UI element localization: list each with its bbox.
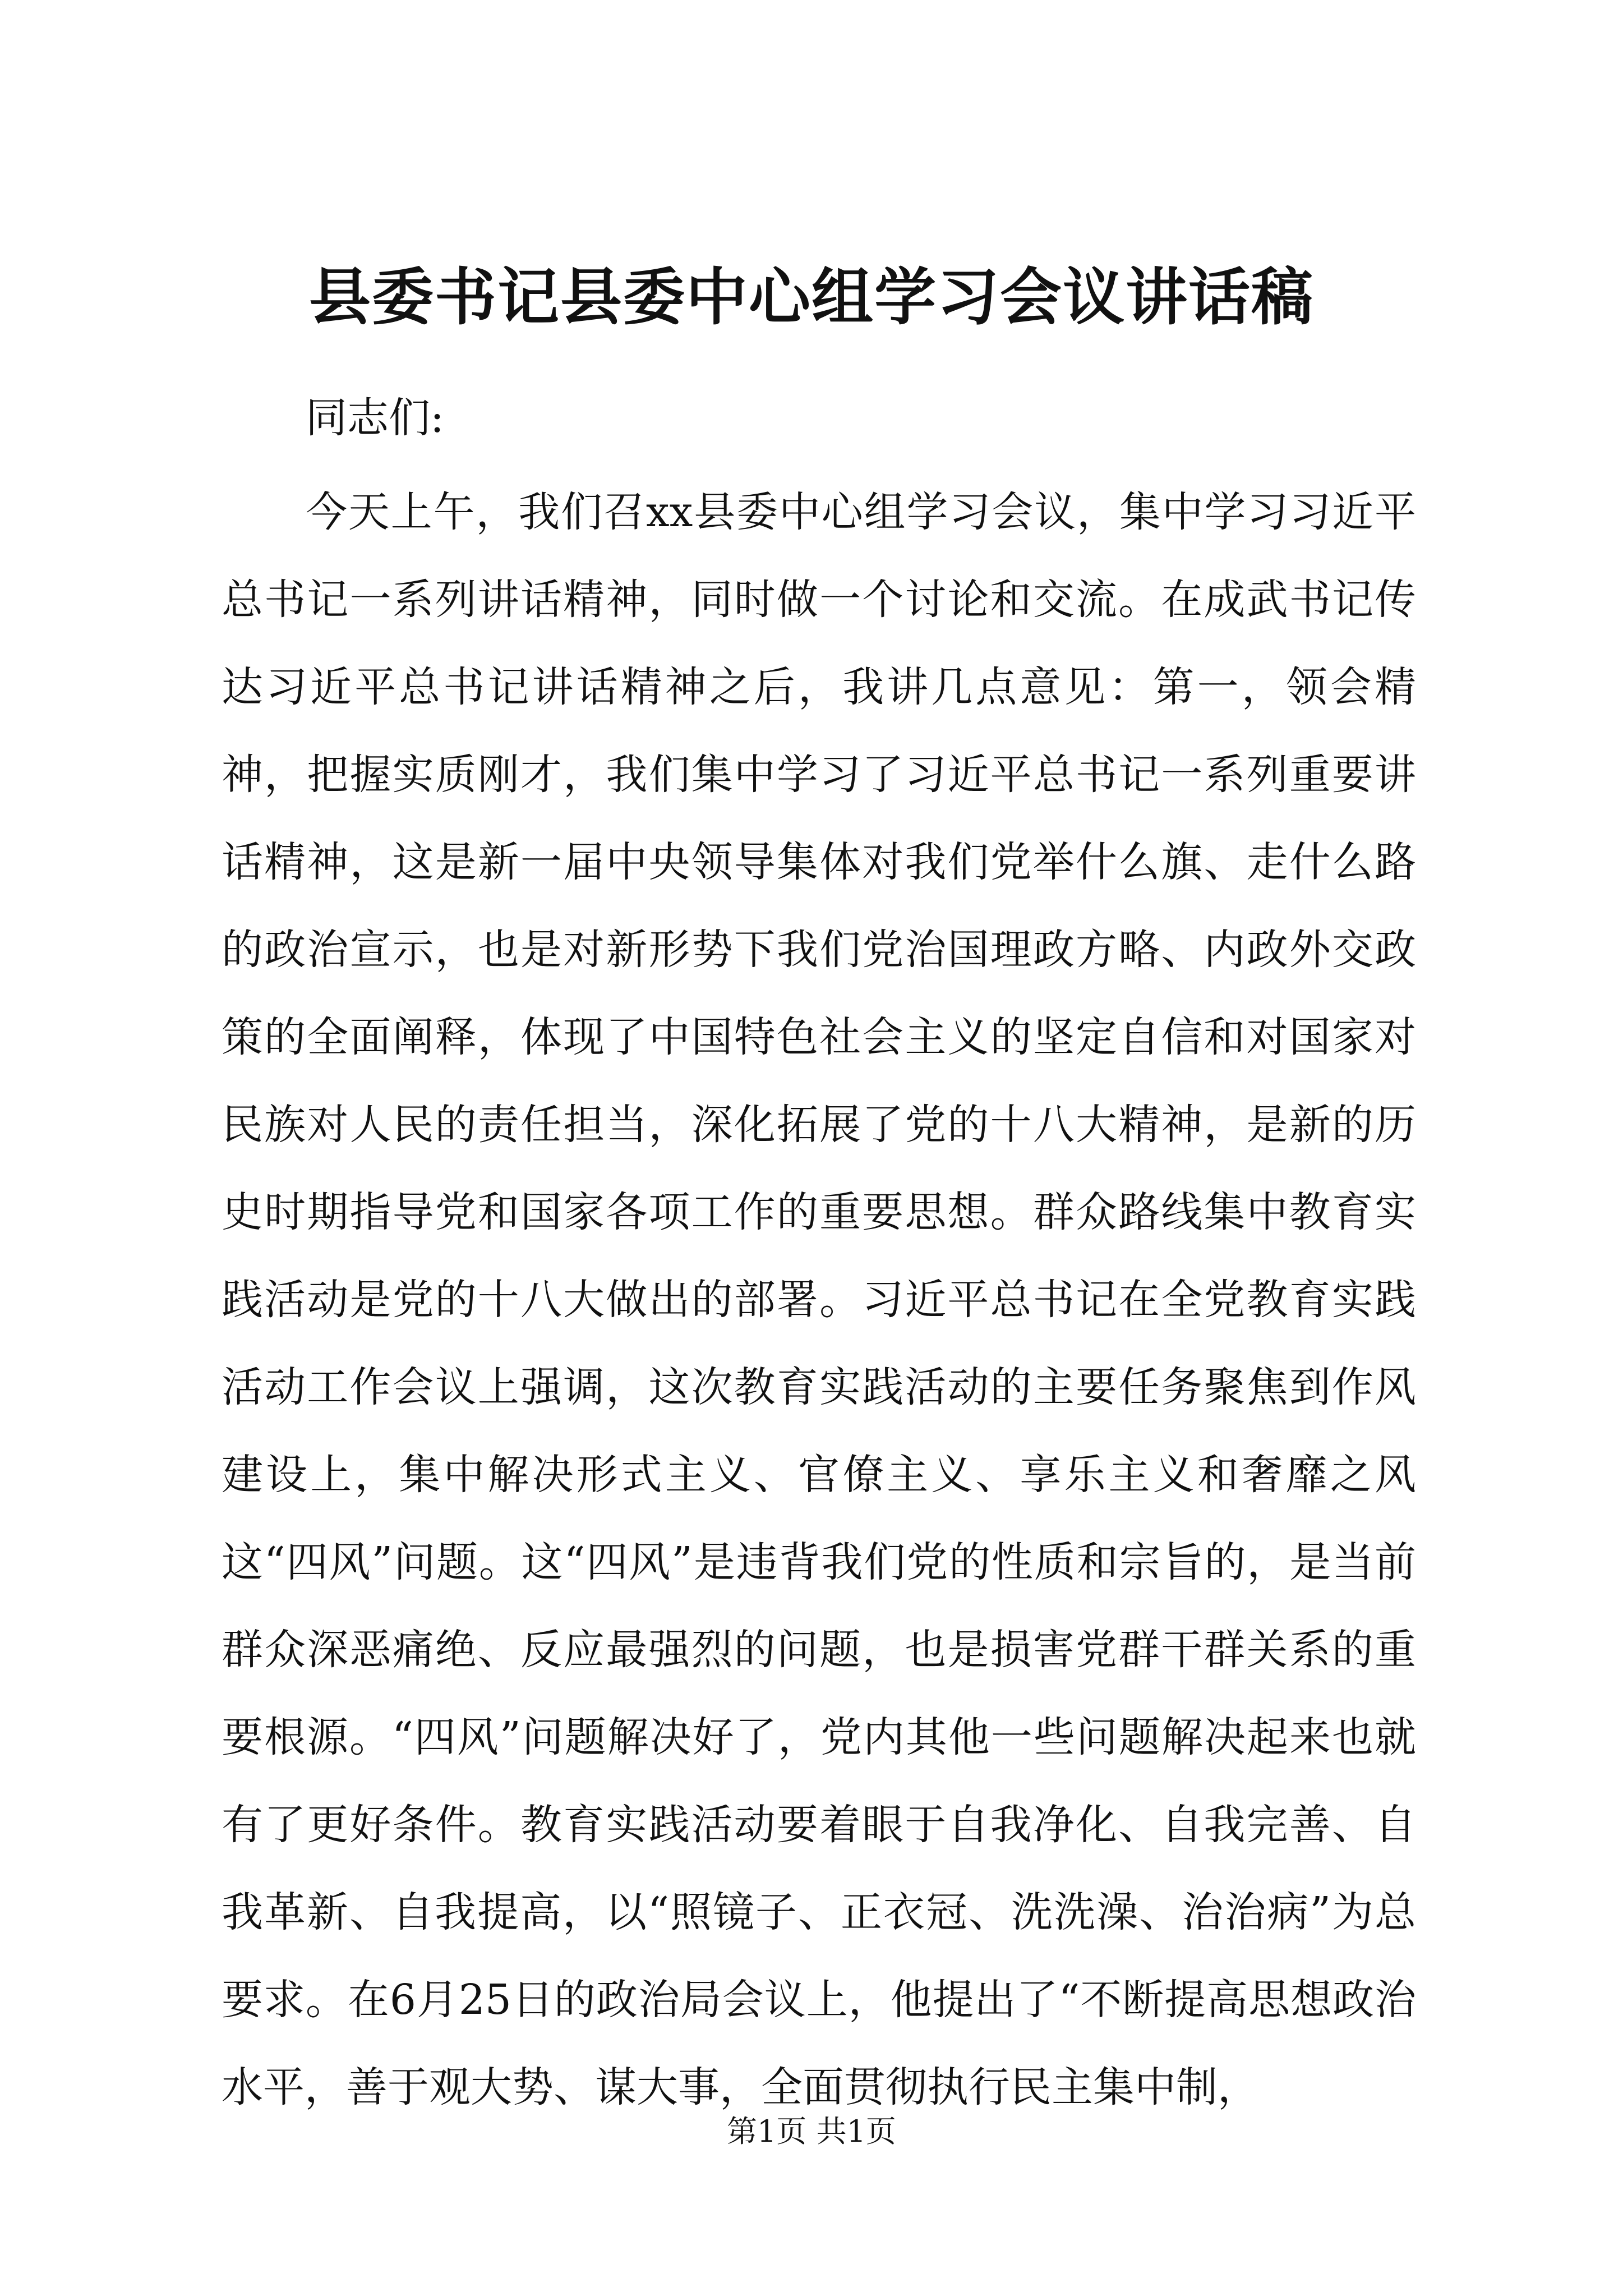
salutation: 同志们: [306,394,444,442]
document-title: 县委书记县委中心组学习会议讲话稿 [309,261,1314,333]
body-paragraph: 今天上午，我们召xx县委中心组学习会议，集中学习习近平总书记一系列讲话精神，同时做一个讨论和交流。在成武书记传达习近平总书记讲话精神之后，我讲几点意见：第一，领会精神，把握实质刚才，我们集中学习了习近平总书记一系列重要讲话精神，这是新一届中央领导集体对我们党举什么旗、走什么路的政治宣示，也是对新形势下我们党治国理政方略、内政外交政策的全面阐释，体现了中国特色社会主义的坚定自信和对国家对民族对人民的责任担当，深化拓展了党的十八大精神，是新的历史时期指导党和国家各项工作的重要思想。群众路线集中教育实践活动是党的十八大做出的部署。习近平总书记在全党教育实践活动工作会议上强调，这次教育实践活动的主要任务聚焦到作风建设上，集中解决形式主义、官僚主义、享乐主义和奢靡之风这“四风”问题。这“四风”是违背我们党的性质和宗旨的，是当前群众深恶痛绝、反应最强烈的问题，也是损害党群干群关系的重要根源。“四风”问题解决好了，党内其他一些问题解决起来也就有了更好条件。教育实践活动要着眼于自我净化、自我完善、自我革新、自我提高，以“照镜子、正衣冠、洗洗澡、治治病”为总要求。在6月25日的政治局会议上，他提出了“不断提高思想政治水平，善于观大势、谋大事，全面贯彻执行民主集中制， [222,488,1416,2111]
page-footer: 第1页 共1页 [727,2114,896,2149]
